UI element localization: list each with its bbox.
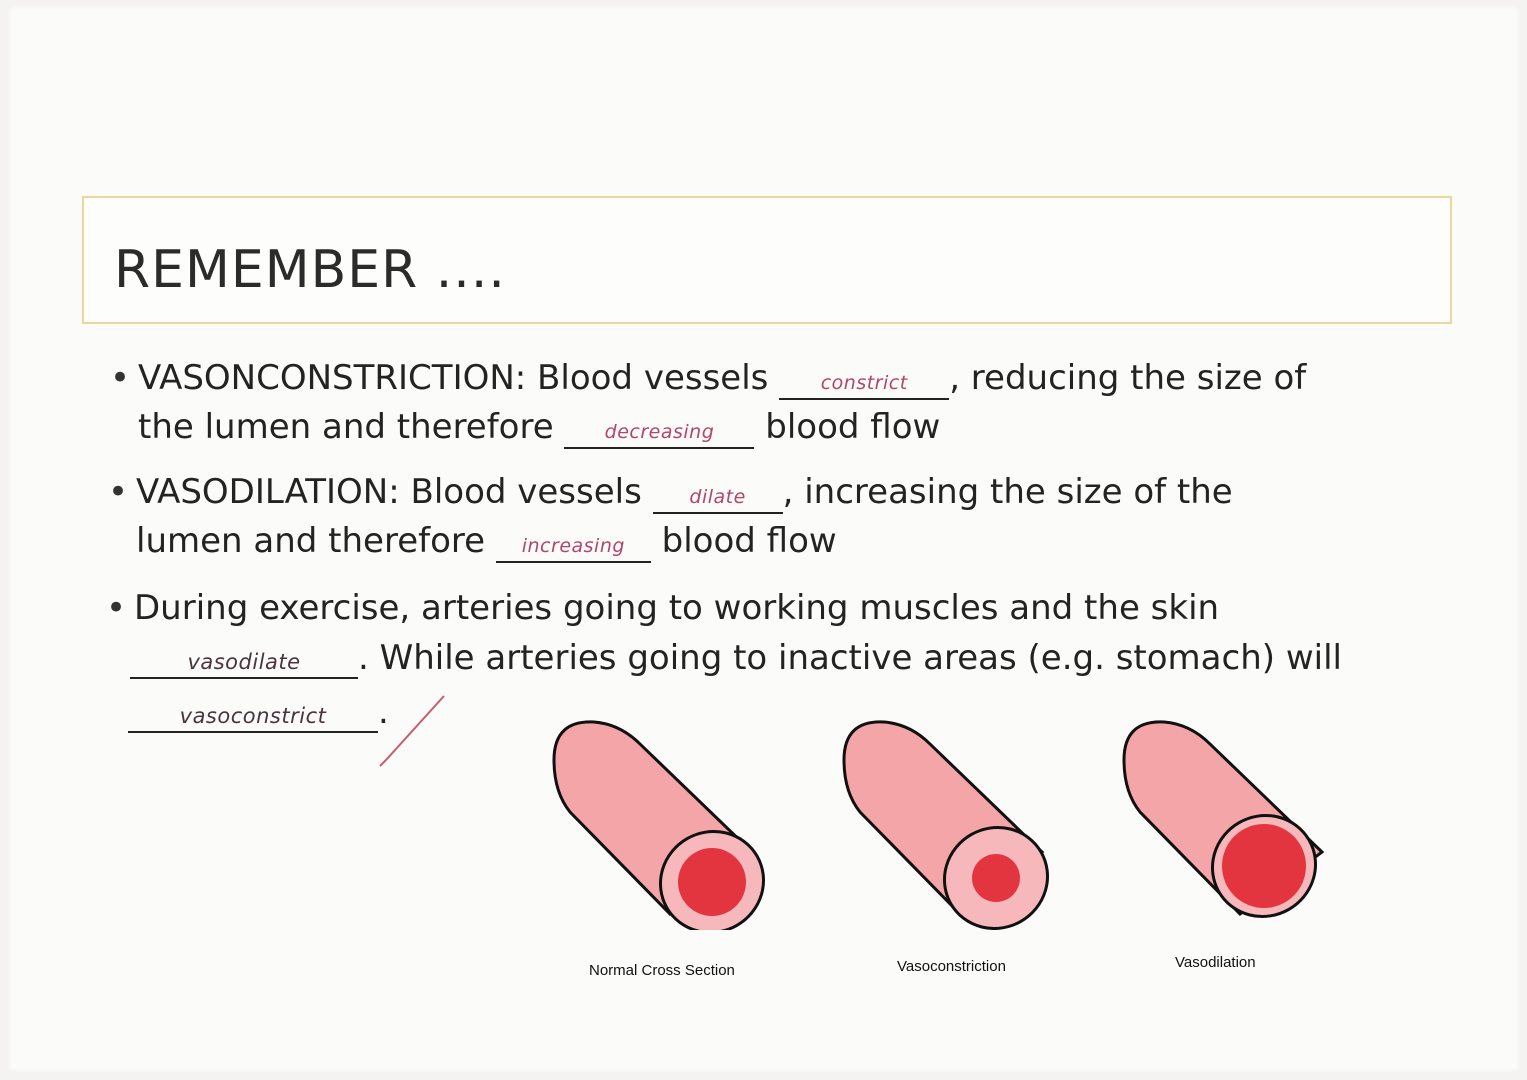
answer-blank-decreasing[interactable]: [564, 412, 754, 449]
diagram-caption-normal: Normal Cross Section: [589, 962, 735, 979]
bullet-3-line-1: During exercise, arteries going to working muscles and the skin: [134, 588, 1220, 628]
bullet-1-line-2: [138, 405, 940, 449]
handwritten-answer: dilate: [689, 486, 746, 508]
bullet-2-text-b: , increasing the size of the: [782, 472, 1233, 512]
answer-blank-vasoconstrict[interactable]: [128, 697, 378, 733]
answer-blank-dilate[interactable]: [653, 477, 783, 514]
diagram-caption-vasodilation: Vasodilation: [1175, 954, 1256, 971]
answer-blank-constrict[interactable]: [779, 363, 949, 400]
bullet-1-text-d: blood flow: [765, 407, 941, 447]
vessel-diagram-vasoconstriction: [830, 700, 1070, 930]
page-title: REMEMBER ....: [114, 240, 506, 300]
bullet-2-text-a: VASODILATION: Blood vessels: [136, 472, 642, 512]
bullet-1-text-b: , reducing the size of: [949, 358, 1307, 398]
tick-mark-icon: [378, 690, 448, 770]
bullet-dot: •: [106, 588, 127, 628]
bullet-dot: •: [108, 472, 129, 512]
bullet-3-line-3: [128, 690, 389, 734]
handwritten-answer: vasodilate: [187, 650, 301, 674]
bullet-3-text-b: . While arteries going to inactive areas (e.g. stomach) will: [358, 638, 1342, 678]
bullet-3-text-c: .: [378, 692, 389, 732]
vessel-diagram-normal: [540, 700, 780, 930]
handwritten-answer: increasing: [521, 535, 625, 557]
bullet-2-text-d: blood flow: [661, 521, 837, 561]
handwritten-answer: constrict: [820, 372, 908, 394]
diagram-caption-vasoconstriction: Vasoconstriction: [897, 958, 1006, 975]
title-box: [82, 196, 1452, 324]
bullet-1-text-a: VASONCONSTRICTION: Blood vessels: [138, 358, 769, 398]
bullet-1-text-c: the lumen and therefore: [138, 407, 554, 447]
answer-blank-vasodilate[interactable]: [130, 643, 358, 679]
bullet-dot: •: [110, 358, 131, 398]
handwritten-answer: decreasing: [604, 421, 715, 443]
answer-blank-increasing[interactable]: [496, 526, 651, 563]
bullet-2-text-c: lumen and therefore: [136, 521, 486, 561]
handwritten-answer: vasoconstrict: [179, 704, 327, 728]
bullet-3-line-2: [130, 636, 1342, 680]
bullet-2-line-1: [136, 470, 1233, 514]
vessel-diagram-vasodilation: [1110, 700, 1350, 930]
bullet-1-line-1: [138, 356, 1306, 400]
bullet-2-line-2: [136, 519, 837, 563]
